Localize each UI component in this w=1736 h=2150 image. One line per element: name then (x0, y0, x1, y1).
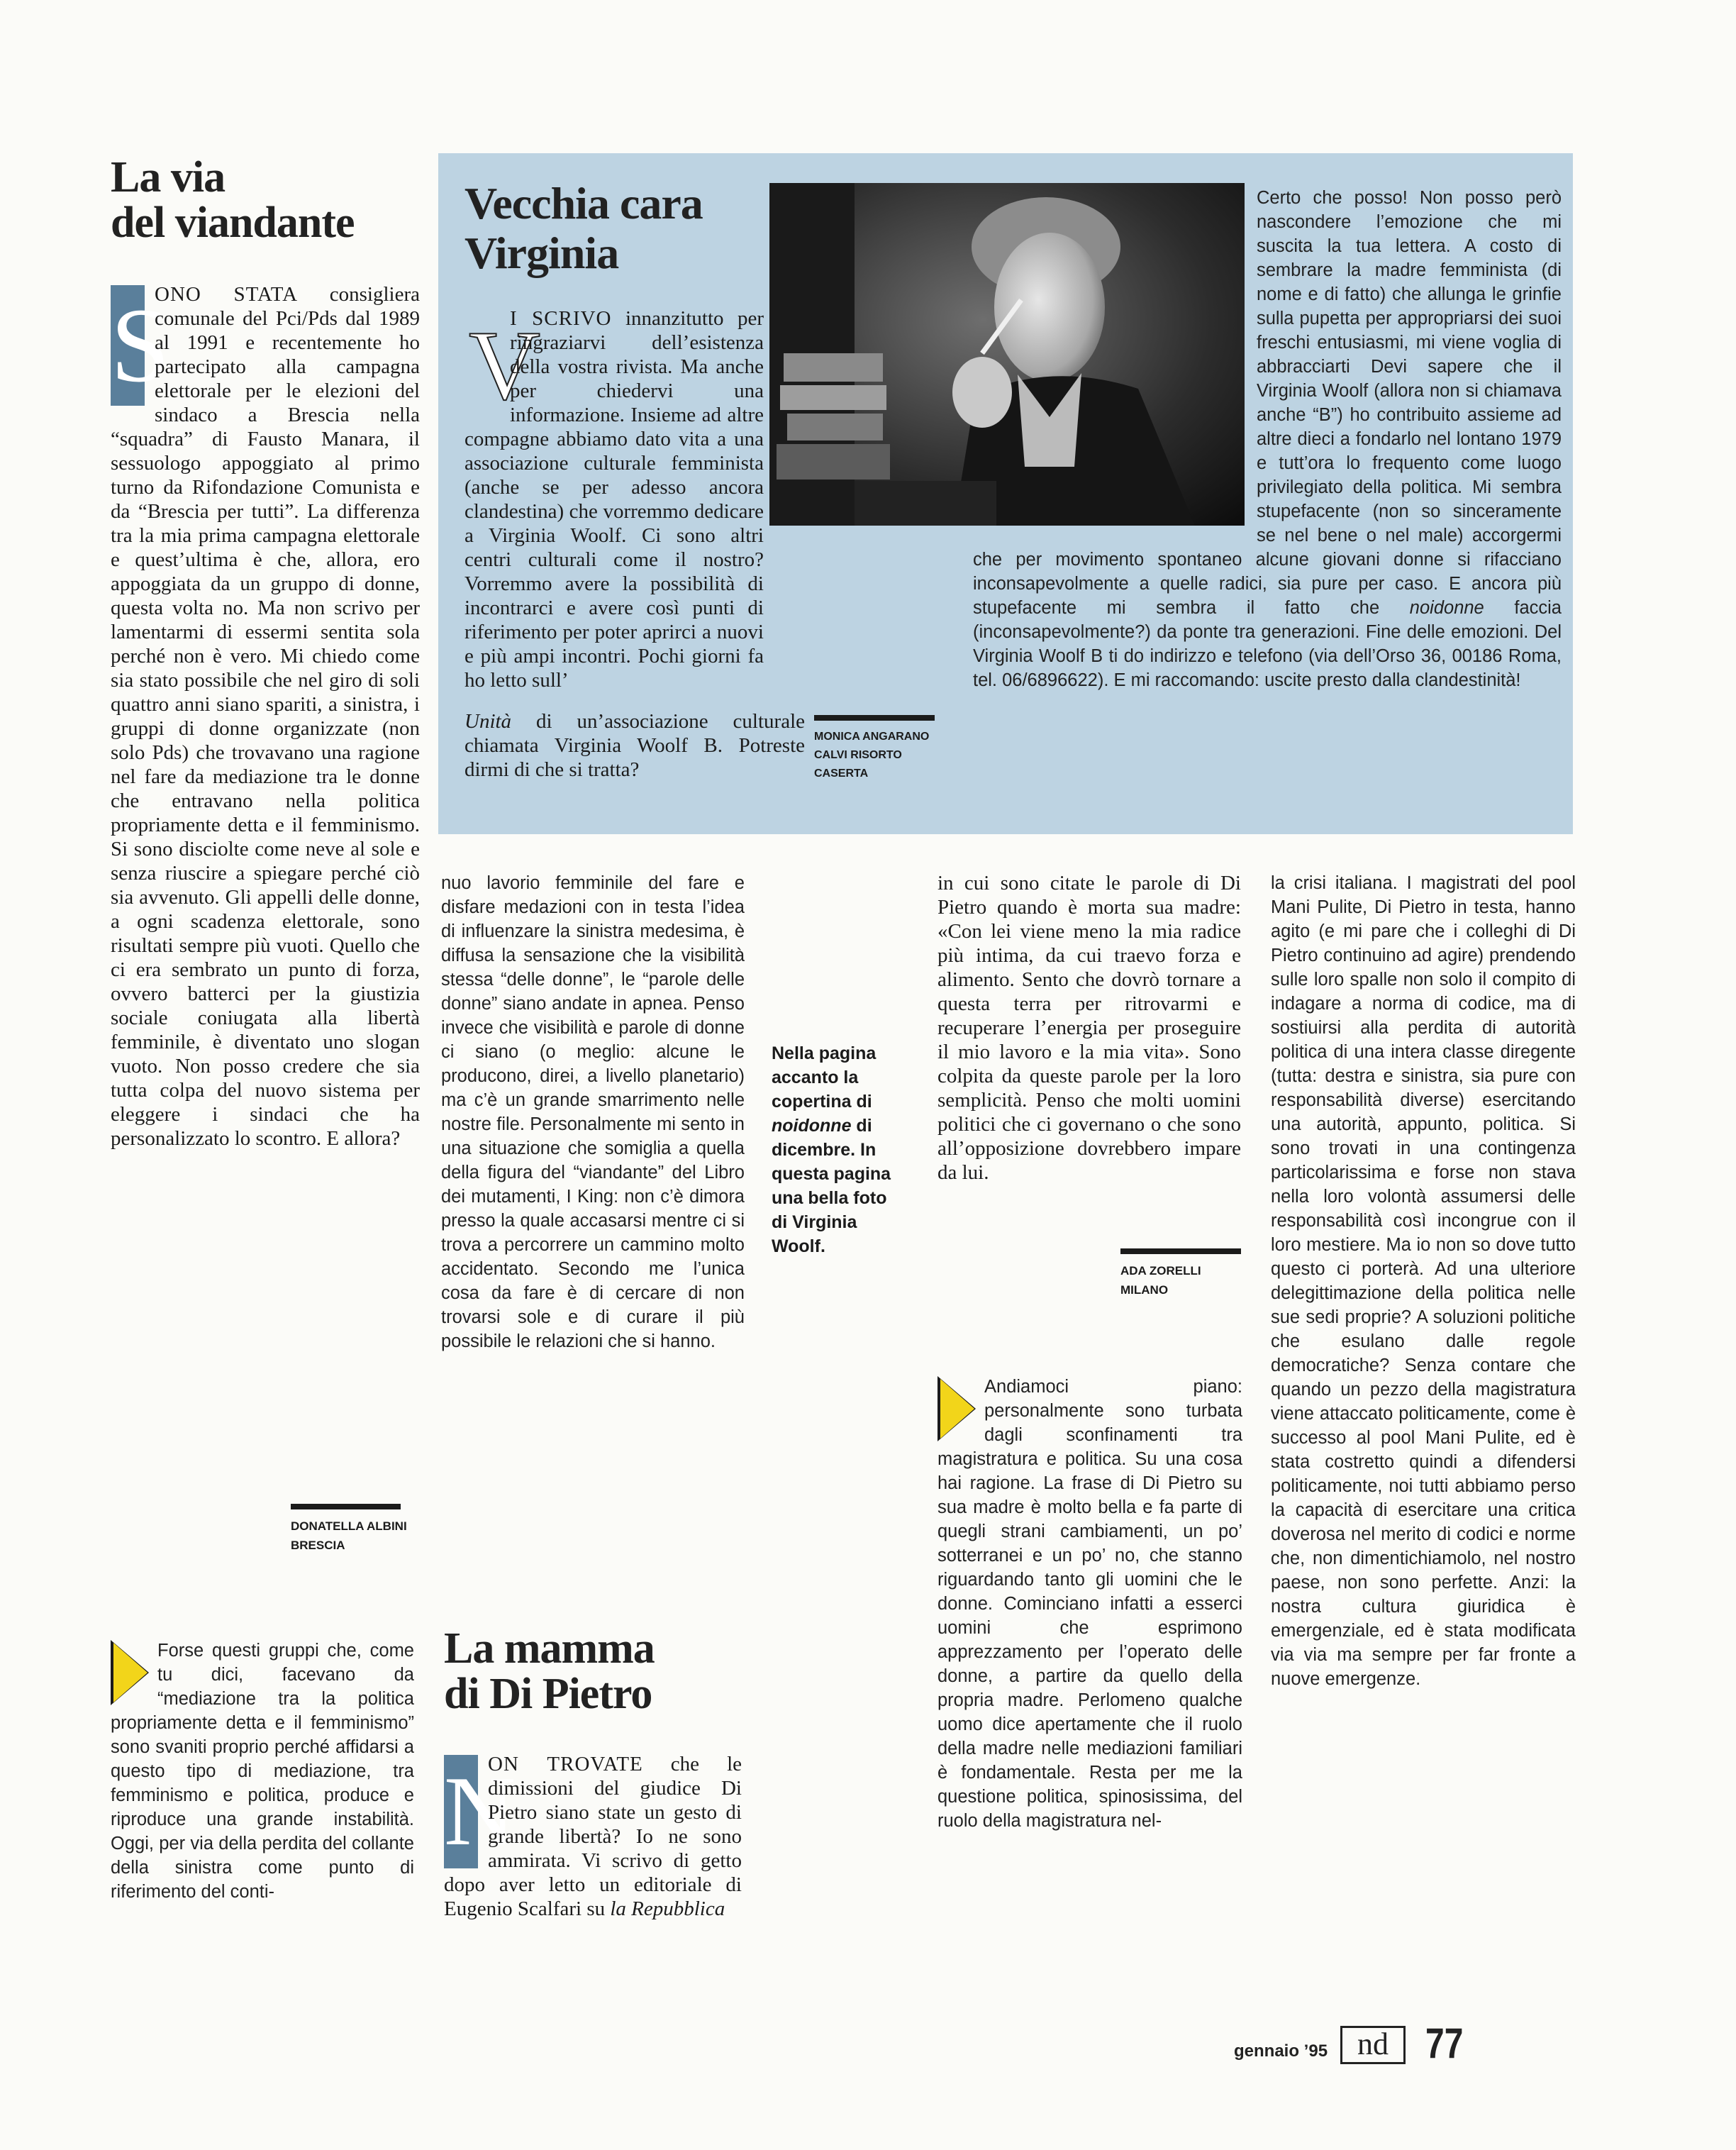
article-via-viandante (111, 155, 373, 245)
signature-zorelli: ADA ZORELLI MILANO (1120, 1248, 1241, 1300)
newspaper-title: Unità (464, 710, 512, 733)
signature-rule (1120, 1248, 1241, 1254)
dropcap-s: S (111, 287, 170, 404)
reply-arrow-icon (940, 1379, 974, 1439)
article-title-via-viandante: La via del viandante (111, 153, 355, 247)
reply-via-viandante-col1: Forse questi gruppi che, come tu dici, facevano da “mediazione tra la politica propriamente detta e il femminismo” sono svaniti proprio perché affidarsi a questo tipo di mediazione, tra femminismo e politica, produce e riproduce una grande instabilità. Oggi, per via della perdita del collante della sinistra come punto di riferimento del conti- (111, 1641, 414, 1902)
page-number: 77 (1425, 2019, 1464, 2067)
magazine-logo: nd (1340, 2026, 1406, 2064)
dropcap-v: V (469, 311, 541, 421)
letter-body: consigliera comunale del Pci/Pds dal 1989 al 1991 e recentemente ho partecipato alla campagna elettorale per le elezioni del sindaco a Brescia nella “squadra” di Fausto Manara, il sessuologo appoggiato al primo turno da Rifondazione Comunista e da “Brescia per tutti”. La differenza tra la mia prima campagna elettorale e quest’ultima è che, allora, ero appoggiata da un gruppo di donne, questa volta no. Ma non scrivo per lamentarmi di essermi sentita sola perché non è vero. Mi chiedo come sia stato possibile che nel giro di soli quattro anni siano spariti, a sinistra, i gruppi di donne organizzate (non solo Pds) che trovavano una ragione nel fare da mediazione tra le donne che entravano nella politica propriamente detta e il femminismo. Si sono disciolte come neve al sole e senza riuscire a spiegare perché ciò sia avvenuto. Gli appelli delle donne, a ogni scadenza elettorale, sono risultati sempre più vuoti. Quello che ci era sembrato un punto di forza, ovvero batterci per la giustizia sociale coniugata alla libertà femminile, è diventato uno slogan vuoto. Non posso credere che sia tutta colpa del nuovo sistema per eleggere i sindaci che ha personalizzato lo scontro. E allora? (111, 283, 420, 1150)
lead-words: I SCRIVO (510, 307, 612, 330)
photo-wrap-spacer (973, 186, 1257, 525)
reply-arrow-icon (113, 1643, 148, 1702)
photo-caption: Nella pagina accanto la copertina di noidonne di dicembre. In questa pagina una bella foto di Virginia Woolf. (772, 1043, 891, 1256)
article-title-vecchia-cara-virginia: Vecchia cara Virginia (464, 178, 703, 278)
letter-text-albini (111, 282, 420, 1151)
signature-angarano: MONICA ANGARANO CALVI RISORTO CASERTA (814, 715, 935, 783)
signature-rule (814, 715, 935, 721)
issue-date: gennaio ’95 (1234, 2041, 1328, 2061)
letter-text-angarano: V I SCRIVO innanzitutto per ringraziarvi dell’esistenza della vostra rivista. Ma anche per chiedervi una informazione. Insieme ad altre compagne abbiamo dato vita a una associazione culturale femminista (anche se per adesso ancora clandestina) che vorremmo dedicare a Virginia Woolf. Ci sono altri centri culturali come il nostro? Vorremmo avere la possibilità di incontrarci e avere così punti di riferimento per poter aprirci a nuovi e più ampi incontri. Pochi giorni fa ho letto sull’ (464, 307, 764, 692)
reply-via-viandante-col2: nuo lavorio femminile del fare e disfare medazioni con in testa l’idea di influenzare la sinistra medesima, è diffusa la sensazione che la visibilità stessa “delle donne”, le “parole delle donne” siano andate in apnea. Penso invece che visibilità e parole di donne ci siano (o meglio: alcune le producono, direi, a livello planetario) ma c’è un grande smarrimento nelle nostre file. Personalmente mi sento in una situazione che somiglia a quella della figura del “viandante” del Libro dei mutamenti, I King: non c’è dimora presso la quale accasarsi mentre ci si trova a percorrere un cammino molto accidentato. Secondo me l’unica cosa da fare è di cercare di non trovarsi sole e di curare il più possibile le relazioni che si hanno. (441, 873, 745, 1351)
article-title-mamma-di-pietro: La mamma di Di Pietro (444, 1624, 655, 1718)
letter-text-angarano-end: Unità di un’associazione culturale chiamata Virginia Woolf B. Potreste dirmi di che si tratta? (464, 710, 805, 781)
reply-mamma-di-pietro-col4: la crisi italiana. I magistrati del pool Mani Pulite, Di Pietro in testa, hanno agito (e mi pare che i colleghi di Di Pietro continuino ad agire) prendendo sulle loro spalle non solo il compito di indagare a norma di codice, ma di sostiuirsi alla perdita di autorità politica di una intera classe diregente (tutta: destra e sinistra, sia pure con responsabilità diverse) esercitando una autorità, appunto, politica. Si sono trovati in una contingenza particolarissima e forse non stava nella loro volontà assumersi delle responsabilità così incongrue con il loro mestiere. Ma io non so dove tutto questo ci porterà. Ad una ulteriore delegittimazione della politica nelle sue sedi proprie? A soluzioni politiche che esulano dalle regole democratiche? Senza contare che quando un pezzo della magistratura viene attaccato politicamente, come è successo al pool Mani Pulite, ed è stata costretto quindi a difendersi politicamente, noi tutti abbiamo perso la capacità di esercitare una critica doverosa nel merito di codici e norme che, non dimentichiamolo, nel nostro paese, non sono perfette. Anzi: la nostra cultura giuridica è emergenziale, ed è stata modificata via via ma sempre per far fronte a nuove emergenze. (1271, 873, 1576, 1689)
magazine-name-inline: noidonne (1409, 598, 1484, 618)
reply-virginia-upper: Certo che posso! Non posso però nascondere l’emozione che mi suscita la tua lettera. A costo di sembrare la madre femminista (di nome e di fatto) che allunga le grinfie sulla pupetta per appropriarsi dei suoi freschi entusiasmi, mi viene voglia di abbracciarti Devi sapere che il Virginia Woolf (allora non si chiamava anche “B”) ho contribuito assieme ad altre dieci a fondarlo nel lontano 1979 e tutt’ora lo frequento come luogo privilegiato della politica. Mi sembra stupefacente (non so sinceramente se nel bene o nel male) accorgermi che per movimento spontaneo alcune giovani donne si rifacciano inconsapevolmente a quelle radici, sia pure per caso. E ancora più stupefacente mi sembra il fatto che noidonne faccia (inconsapevolmente?) da ponte tra generazioni. Fine delle emozioni. Del Virginia Woolf B ti do indirizzo e telefono (via dell’Orso 36, 00186 Roma, tel. 06/6896622). E mi raccomando: uscite presto dalla clandestinità! (973, 186, 1562, 692)
signature-city: BRESCIA (291, 1539, 345, 1552)
signature-albini (291, 1504, 407, 1555)
reply-mamma-di-pietro-col3: Andiamoci piano: personalmente sono turbata dagli sconfinamenti tra magistratura e politica. Su una cosa hai ragione. La frase di Di Pietro su sua madre è molto bella e fa parte di quegli strani cambiamenti, un po’ sotterranei e un po’ no, che stanno riguardando tanto gli uomini che le donne. Cominciano infatti a esserci uomini che esprimono apprezzamento per l’operato delle donne, a partire da quello della propria madre. Perlomeno qualche uomo dice apertamente che il ruolo della madre nelle mediazioni familiari è fondamentale. Resta per me la questione politica, spinosissima, del ruolo della magistratura nel- (937, 1377, 1242, 1831)
lead-words: ONO STATA (155, 283, 299, 306)
signature-rule (291, 1504, 401, 1509)
reply-tail: faccia (inconsapevolmente?) da ponte tra generazioni. Fine delle emozioni. Del Virginia Woolf B ti do indirizzo e telefono (via dell’Orso 36, 00186 Roma, tel. 06/6896622). E mi raccomando: uscite presto dalla clandestinità! (973, 598, 1562, 690)
letter-text-zorelli: N ON TROVATE che le dimissioni del giudice Di Pietro siano state un gesto di grande libertà? Io ne sono ammirata. Vi scrivo di getto dopo aver letto un editoriale di Eugenio Scalfari su la Repubblica (444, 1753, 742, 1920)
signature-name: DONATELLA ALBINI (291, 1519, 407, 1533)
dropcap-n: N (444, 1755, 478, 1868)
letter-text-zorelli-cont: in cui sono citate le parole di Di Pietro quando è morta sua madre: «Con lei viene meno la mia radice più intima, da cui traevo forza e alimento. Sento che dovrò tornare a questa terra per ritrovarmi e recuperare l’energia per proseguire il mio lavoro e la mia vita». Sono colpita da queste parole per la loro semplicità. Penso che molti uomini politici che ci governano o che sono all’opposizione dovrebbero impare da lui. (937, 872, 1241, 1184)
